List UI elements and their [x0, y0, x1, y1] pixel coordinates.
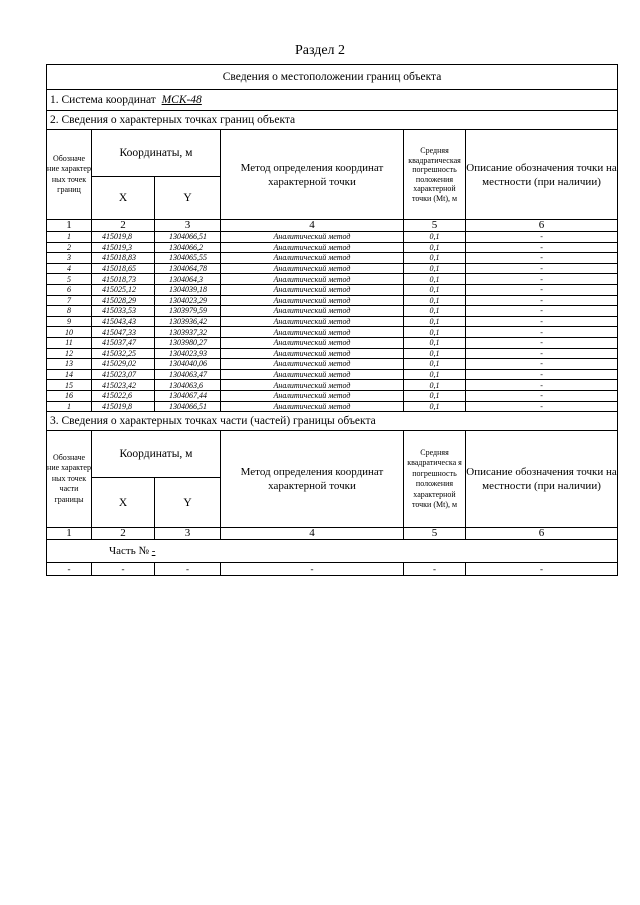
description: - [466, 369, 618, 380]
col-number: 4 [221, 220, 404, 232]
description: - [466, 263, 618, 274]
col-number: 3 [155, 528, 221, 540]
description: - [466, 232, 618, 243]
coord-x: 415019,8 [92, 232, 155, 243]
table-row [47, 390, 618, 401]
method: Аналитический метод [221, 263, 404, 274]
coord-x: 415028,29 [92, 295, 155, 306]
method: Аналитический метод [221, 295, 404, 306]
boundary-table [46, 64, 618, 576]
point-number: 9 [47, 316, 92, 327]
mean-error: 0,1 [404, 337, 466, 348]
column-numbers [47, 528, 618, 540]
table-title: Сведения о местоположении границ объекта [47, 65, 618, 90]
table-row [47, 253, 618, 264]
column-numbers [47, 220, 618, 232]
method: Аналитический метод [221, 284, 404, 295]
coord-y: 1304023,29 [155, 295, 221, 306]
coord-x: 415022,6 [92, 390, 155, 401]
mean-error: 0,1 [404, 242, 466, 253]
point-number: 1 [47, 401, 92, 412]
col-x: X [92, 478, 155, 528]
mean-error: 0,1 [404, 369, 466, 380]
col-error: Средняя квадратическая погрешность положения характерной точки (Mt), м [404, 130, 466, 220]
table-row [47, 306, 618, 317]
description: - [466, 284, 618, 295]
method: Аналитический метод [221, 337, 404, 348]
part-label: Часть № [109, 545, 149, 558]
table-row [47, 274, 618, 285]
col-coords: Координаты, м [92, 431, 221, 478]
col-coords: Координаты, м [92, 130, 221, 177]
method: Аналитический метод [221, 401, 404, 412]
mean-error: 0,1 [404, 348, 466, 359]
coord-y: 1303979,59 [155, 306, 221, 317]
description: - [466, 327, 618, 338]
description: - [466, 348, 618, 359]
mean-error: 0,1 [404, 390, 466, 401]
mean-error: 0,1 [404, 284, 466, 295]
coord-y: 1304040,06 [155, 359, 221, 370]
coord-x: 415019,3 [92, 242, 155, 253]
coord-x: 415037,47 [92, 337, 155, 348]
description: - [466, 242, 618, 253]
description: - [466, 563, 618, 576]
mean-error: - [404, 563, 466, 576]
coord-y: 1304066,51 [155, 232, 221, 243]
description: - [466, 337, 618, 348]
description: - [466, 253, 618, 264]
coord-y: 1304066,51 [155, 401, 221, 412]
point-number: 5 [47, 274, 92, 285]
method: Аналитический метод [221, 369, 404, 380]
coord-y: 1304064,3 [155, 274, 221, 285]
table-row [47, 348, 618, 359]
coord-y: 1304064,78 [155, 263, 221, 274]
description: - [466, 306, 618, 317]
method: Аналитический метод [221, 306, 404, 317]
point-number: 6 [47, 284, 92, 295]
point-number: 4 [47, 263, 92, 274]
description: - [466, 316, 618, 327]
point-number: 3 [47, 253, 92, 264]
description: - [466, 401, 618, 412]
col-desc: Описание обозначения точки на местности (при наличии) [466, 431, 618, 528]
method: Аналитический метод [221, 359, 404, 370]
col-method: Метод определения координат характерной точки [221, 130, 404, 220]
method: Аналитический метод [221, 327, 404, 338]
col-number: 1 [47, 220, 92, 232]
col-number: 1 [47, 528, 92, 540]
coord-x: 415023,07 [92, 369, 155, 380]
coord-y: 1304066,2 [155, 242, 221, 253]
description: - [466, 274, 618, 285]
mean-error: 0,1 [404, 380, 466, 391]
part-value: - [151, 545, 156, 558]
table-row [47, 263, 618, 274]
col-number: 6 [466, 220, 618, 232]
mean-error: 0,1 [404, 316, 466, 327]
col-number: 4 [221, 528, 404, 540]
coord-y: 1304065,55 [155, 253, 221, 264]
table-row [47, 284, 618, 295]
part-row [47, 540, 618, 563]
mean-error: 0,1 [404, 327, 466, 338]
coord-y: - [155, 563, 221, 576]
coord-x: 415018,83 [92, 253, 155, 264]
col-number: 2 [92, 528, 155, 540]
col-number: 6 [466, 528, 618, 540]
coord-x: 415018,65 [92, 263, 155, 274]
coord-x: 415019,8 [92, 401, 155, 412]
coord-system-row [47, 90, 618, 111]
coord-x: 415029,02 [92, 359, 155, 370]
point-number: 12 [47, 348, 92, 359]
point-number: - [47, 563, 92, 576]
col-x: X [92, 177, 155, 220]
coord-x: - [92, 563, 155, 576]
table-row [47, 327, 618, 338]
method: Аналитический метод [221, 380, 404, 391]
col-number: 5 [404, 528, 466, 540]
table-row [47, 337, 618, 348]
coord-y: 1303937,32 [155, 327, 221, 338]
point-number: 13 [47, 359, 92, 370]
coord-x: 415033,53 [92, 306, 155, 317]
method: Аналитический метод [221, 390, 404, 401]
mean-error: 0,1 [404, 359, 466, 370]
col-number: 3 [155, 220, 221, 232]
col-y: Y [155, 177, 221, 220]
table-row [47, 232, 618, 243]
block3-title: 3. Сведения о характерных точках части (частей) границы объекта [47, 412, 618, 431]
coord-system-value: МСК-48 [161, 94, 202, 106]
col-designation: Обозначе ние характер ных точек части границы [47, 431, 92, 528]
table-row [47, 316, 618, 327]
coord-y: 1303980,27 [155, 337, 221, 348]
section-title: Раздел 2 [294, 43, 346, 58]
col-y: Y [155, 478, 221, 528]
point-number: 8 [47, 306, 92, 317]
coord-x: 415047,33 [92, 327, 155, 338]
coord-y: 1304067,44 [155, 390, 221, 401]
coord-y: 1303936,42 [155, 316, 221, 327]
col-designation: Обозначе ние характер ных точек границ [47, 130, 92, 220]
col-error: Средняя квадратическа я погрешность положения характерной точки (Mt), м [404, 431, 466, 528]
mean-error: 0,1 [404, 295, 466, 306]
method: Аналитический метод [221, 232, 404, 243]
coord-x: 415025,12 [92, 284, 155, 295]
mean-error: 0,1 [404, 274, 466, 285]
table-row [47, 295, 618, 306]
col-number: 5 [404, 220, 466, 232]
point-number: 1 [47, 232, 92, 243]
table-row [47, 380, 618, 391]
method: - [221, 563, 404, 576]
col-method: Метод определения координат характерной точки [221, 431, 404, 528]
coord-y: 1304023,93 [155, 348, 221, 359]
table-row [47, 369, 618, 380]
description: - [466, 390, 618, 401]
point-number: 14 [47, 369, 92, 380]
coord-x: 415023,42 [92, 380, 155, 391]
coord-y: 1304063,6 [155, 380, 221, 391]
point-number: 11 [47, 337, 92, 348]
mean-error: 0,1 [404, 306, 466, 317]
block2-title: 2. Сведения о характерных точках границ объекта [47, 111, 618, 130]
point-number: 10 [47, 327, 92, 338]
method: Аналитический метод [221, 242, 404, 253]
mean-error: 0,1 [404, 253, 466, 264]
point-number: 16 [47, 390, 92, 401]
col-number: 2 [92, 220, 155, 232]
table-row [47, 242, 618, 253]
coord-x: 415043,43 [92, 316, 155, 327]
mean-error: 0,1 [404, 232, 466, 243]
col-desc: Описание обозначения точки на местности (при наличии) [466, 130, 618, 220]
coord-x: 415018,73 [92, 274, 155, 285]
point-number: 7 [47, 295, 92, 306]
method: Аналитический метод [221, 348, 404, 359]
table-row [47, 563, 618, 576]
method: Аналитический метод [221, 253, 404, 264]
point-number: 2 [47, 242, 92, 253]
method: Аналитический метод [221, 316, 404, 327]
description: - [466, 380, 618, 391]
mean-error: 0,1 [404, 263, 466, 274]
point-number: 15 [47, 380, 92, 391]
coord-x: 415032,25 [92, 348, 155, 359]
coord-y: 1304039,18 [155, 284, 221, 295]
table-row [47, 359, 618, 370]
coord-system-label: 1. Система координат [50, 94, 156, 106]
method: Аналитический метод [221, 274, 404, 285]
coord-y: 1304063,47 [155, 369, 221, 380]
description: - [466, 359, 618, 370]
description: - [466, 295, 618, 306]
mean-error: 0,1 [404, 401, 466, 412]
table-row [47, 401, 618, 412]
